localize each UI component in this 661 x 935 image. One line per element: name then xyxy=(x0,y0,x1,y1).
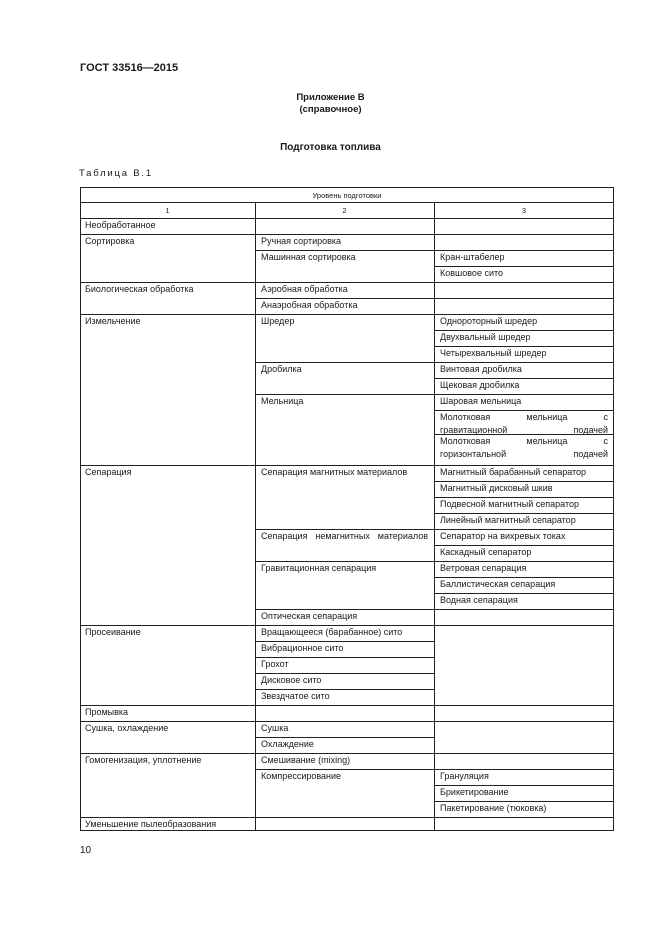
standard-header: ГОСТ 33516—2015 xyxy=(80,62,179,74)
page-number: 10 xyxy=(80,845,92,856)
equipment-cell: Шаровая мельница xyxy=(440,396,522,406)
method-cell: Вращающееся (барабанное) сито xyxy=(261,627,403,637)
method-cell: Звездчатое сито xyxy=(261,691,330,701)
method-cell: Компрессирование xyxy=(261,771,342,781)
level-cell: Сортировка xyxy=(85,236,135,246)
document-title: Подготовка топлива xyxy=(280,142,381,153)
method-cell: Охлаждение xyxy=(261,739,314,749)
method-cell: Сепарация магнитных материалов xyxy=(261,467,408,477)
equipment-cell: Линейный магнитный сепаратор xyxy=(440,515,576,525)
level-cell: Измельчение xyxy=(85,316,141,326)
equipment-cell: Винтовая дробилка xyxy=(440,364,522,374)
level-cell: Сушка, охлаждение xyxy=(85,723,169,733)
level-cell: Промывка xyxy=(85,707,129,717)
equipment-cell: Баллистическая сепарация xyxy=(440,579,556,589)
equipment-cell: Пакетирование (тюковка) xyxy=(440,803,547,813)
method-cell: Вибрационное сито xyxy=(261,643,344,653)
column-number-1: 1 xyxy=(165,206,170,215)
table-caption: Таблица В.1 xyxy=(79,168,153,179)
equipment-cell: Однороторный шредер xyxy=(440,316,538,326)
equipment-cell: Подвесной магнитный сепаратор xyxy=(440,499,580,509)
level-cell: Необработанное xyxy=(85,220,156,230)
equipment-cell: Ковшовое сито xyxy=(440,268,503,278)
method-cell: Машинная сортировка xyxy=(261,252,356,262)
equipment-cell: Двухвальный шредер xyxy=(440,332,531,342)
equipment-cell: Ветровая сепарация xyxy=(440,563,527,573)
equipment-cell: Магнитный дисковый шкив xyxy=(440,483,553,493)
equipment-cell: Каскадный сепаратор xyxy=(440,547,532,557)
appendix-title: Приложение В xyxy=(296,92,365,103)
method-cell: Смешивание (mixing) xyxy=(261,755,351,765)
fuel-preparation-table xyxy=(80,187,614,831)
equipment-cell: Грануляция xyxy=(440,771,489,781)
method-cell: Сушка xyxy=(261,723,289,733)
equipment-cell: Молотковая мельница с горизонтальной подачей xyxy=(440,436,608,459)
method-cell: Грохот xyxy=(261,659,289,669)
equipment-cell: Молотковая мельница с гравитационной подачей xyxy=(440,412,608,435)
level-cell: Гомогенизация, уплотнение xyxy=(85,755,202,765)
level-cell: Биологическая обработка xyxy=(85,284,194,294)
level-cell: Уменьшение пылеобразования xyxy=(85,819,217,829)
method-cell: Анаэробная обработка xyxy=(261,300,358,310)
equipment-cell: Магнитный барабанный сепаратор xyxy=(440,467,587,477)
equipment-cell: Щековая дробилка xyxy=(440,380,520,390)
column-number-2: 2 xyxy=(342,206,347,215)
method-cell: Оптическая сепарация xyxy=(261,611,358,621)
method-cell: Дисковое сито xyxy=(261,675,322,685)
column-number-3: 3 xyxy=(521,206,527,215)
method-cell: Гравитационная сепарация xyxy=(261,563,377,573)
method-cell: Мельница xyxy=(261,396,304,406)
equipment-cell: Кран-штабелер xyxy=(440,252,505,262)
equipment-cell: Сепаратор на вихревых токах xyxy=(440,531,566,541)
method-cell: Ручная сортировка xyxy=(261,236,342,246)
method-cell: Аэробная обработка xyxy=(261,284,348,294)
method-cell: Шредер xyxy=(261,316,295,326)
equipment-cell: Водная сепарация xyxy=(440,595,518,605)
method-cell: Сепарация немагнитных материалов xyxy=(261,531,428,541)
group-header: Уровень подготовки xyxy=(312,191,382,200)
level-cell: Сепарация xyxy=(85,467,132,477)
appendix-subtitle: (справочное) xyxy=(299,104,362,115)
equipment-cell: Четырехвальный шредер xyxy=(440,348,547,358)
equipment-cell: Брикетирование xyxy=(440,787,509,797)
method-cell: Дробилка xyxy=(261,364,302,374)
level-cell: Просеивание xyxy=(85,627,141,637)
